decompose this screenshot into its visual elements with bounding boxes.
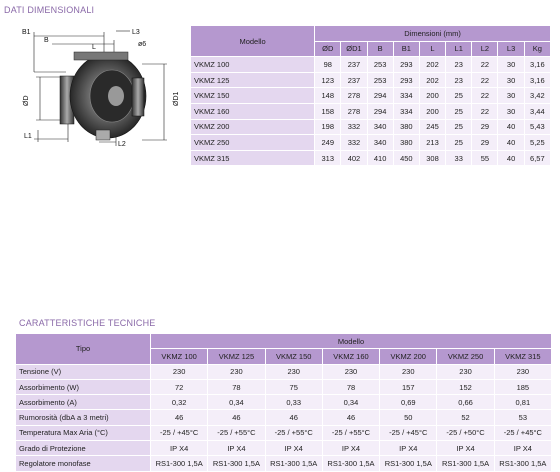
col-header: B <box>367 41 393 57</box>
table-cell: 157 <box>380 379 437 394</box>
table-cell: 230 <box>265 364 322 379</box>
table-cell: 200 <box>419 88 445 104</box>
label-phi-d1: ØD1 <box>173 91 180 106</box>
row-label: Tensione (V) <box>16 364 151 379</box>
table-cell: 33 <box>446 150 472 166</box>
table-cell: 308 <box>419 150 445 166</box>
label-l: L <box>92 44 96 51</box>
table-cell: 46 <box>322 410 379 425</box>
table-cell: RS1-300 1,5A <box>151 456 208 471</box>
table-cell: 53 <box>494 410 551 425</box>
model-name: VKMZ 150 <box>191 88 315 104</box>
table-cell: -25 / +45°C <box>494 425 551 440</box>
section-title-technical: CARATTERISTICHE TECNICHE <box>19 318 156 328</box>
table-cell: 3,16 <box>524 72 550 88</box>
label-b1: B1 <box>22 29 31 36</box>
type-header: Tipo <box>16 334 151 364</box>
table-cell: 200 <box>419 103 445 119</box>
table-cell: 46 <box>151 410 208 425</box>
table-cell: 294 <box>367 88 393 104</box>
row-label: Assorbimento (A) <box>16 395 151 410</box>
table-cell: 230 <box>437 364 494 379</box>
model-header: Modello <box>191 26 315 57</box>
table-cell: 0,66 <box>437 395 494 410</box>
table-cell: 25 <box>446 119 472 135</box>
table-cell: 334 <box>393 88 419 104</box>
table-cell: 6,57 <box>524 150 550 166</box>
table-row <box>16 410 552 425</box>
row-label: Rumorosità (dbA a 3 metri) <box>16 410 151 425</box>
table-cell: IP X4 <box>265 441 322 456</box>
table-cell: 230 <box>380 364 437 379</box>
table-cell: 29 <box>472 119 498 135</box>
label-phi-d: ØD <box>23 95 30 106</box>
table-cell: 3,44 <box>524 103 550 119</box>
table-cell: 25 <box>446 103 472 119</box>
model-column-header: VKMZ 150 <box>265 349 322 364</box>
col-header: L2 <box>472 41 498 57</box>
table-cell: -25 / +45°C <box>151 425 208 440</box>
table-cell: 0,81 <box>494 395 551 410</box>
table-cell: 46 <box>208 410 265 425</box>
table-cell: 0,32 <box>151 395 208 410</box>
table-cell: RS1-300 1,5A <box>322 456 379 471</box>
table-cell: -25 / +45°C <box>380 425 437 440</box>
table-cell: 22 <box>472 57 498 73</box>
table-cell: 334 <box>393 103 419 119</box>
table-cell: 3,42 <box>524 88 550 104</box>
table-cell: -25 / +55°C <box>265 425 322 440</box>
table-cell: 98 <box>315 57 341 73</box>
table-cell: 78 <box>208 379 265 394</box>
table-cell: 29 <box>472 135 498 151</box>
table-row <box>16 425 552 440</box>
model-name: VKMZ 160 <box>191 103 315 119</box>
col-header: L <box>419 41 445 57</box>
table-cell: 23 <box>446 72 472 88</box>
model-column-header: VKMZ 250 <box>437 349 494 364</box>
table-cell: 52 <box>437 410 494 425</box>
table-cell: 293 <box>393 72 419 88</box>
table-cell: 340 <box>367 135 393 151</box>
table-cell: 40 <box>498 135 524 151</box>
table-cell: 0,69 <box>380 395 437 410</box>
model-name: VKMZ 100 <box>191 57 315 73</box>
table-cell: 402 <box>341 150 367 166</box>
table-cell: 213 <box>419 135 445 151</box>
table-cell: IP X4 <box>151 441 208 456</box>
table-cell: 22 <box>472 72 498 88</box>
table-cell: 410 <box>367 150 393 166</box>
table-cell: 5,43 <box>524 119 550 135</box>
model-column-header: VKMZ 200 <box>380 349 437 364</box>
table-row <box>191 72 551 88</box>
table-cell: 230 <box>494 364 551 379</box>
table-cell: 3,16 <box>524 57 550 73</box>
table-row <box>191 119 551 135</box>
table-cell: 185 <box>494 379 551 394</box>
label-b: B <box>44 37 49 44</box>
model-column-header: VKMZ 125 <box>208 349 265 364</box>
col-header: B1 <box>393 41 419 57</box>
table-cell: 245 <box>419 119 445 135</box>
table-cell: RS1-300 1,5A <box>208 456 265 471</box>
label-l1: L1 <box>24 133 32 140</box>
table-cell: 380 <box>393 135 419 151</box>
table-cell: 340 <box>367 119 393 135</box>
label-l3: L3 <box>132 29 140 36</box>
tech-group-header: Modello <box>151 334 552 349</box>
table-cell: 332 <box>341 135 367 151</box>
model-name: VKMZ 200 <box>191 119 315 135</box>
table-cell: 332 <box>341 119 367 135</box>
table-cell: 22 <box>472 88 498 104</box>
table-cell: -25 / +50°C <box>437 425 494 440</box>
table-cell: RS1-300 1,5A <box>437 456 494 471</box>
table-cell: RS1-300 1,5A <box>265 456 322 471</box>
table-cell: RS1-300 1,5A <box>380 456 437 471</box>
table-row <box>16 395 552 410</box>
table-cell: 278 <box>341 88 367 104</box>
row-label: Grado di Protezione <box>16 441 151 456</box>
col-header: Kg <box>524 41 550 57</box>
table-cell: 253 <box>367 72 393 88</box>
table-cell: 30 <box>498 88 524 104</box>
table-cell: 230 <box>208 364 265 379</box>
table-cell: 249 <box>315 135 341 151</box>
table-cell: 23 <box>446 57 472 73</box>
table-cell: -25 / +55°C <box>208 425 265 440</box>
table-cell: 237 <box>341 72 367 88</box>
label-l2: L2 <box>118 141 126 148</box>
fan-dimension-drawing <box>4 22 187 162</box>
table-cell: 198 <box>315 119 341 135</box>
table-row <box>191 88 551 104</box>
table-cell: 78 <box>322 379 379 394</box>
table-cell: RS1-300 1,5A <box>494 456 551 471</box>
table-cell: 30 <box>498 103 524 119</box>
table-cell: IP X4 <box>380 441 437 456</box>
model-name: VKMZ 250 <box>191 135 315 151</box>
col-header: L1 <box>446 41 472 57</box>
table-cell: 158 <box>315 103 341 119</box>
table-cell: 0,34 <box>208 395 265 410</box>
table-cell: 72 <box>151 379 208 394</box>
table-cell: 293 <box>393 57 419 73</box>
label-phi6: ø6 <box>138 41 147 48</box>
table-cell: 148 <box>315 88 341 104</box>
table-cell: 25 <box>446 135 472 151</box>
col-header: ØD1 <box>341 41 367 57</box>
table-cell: 0,34 <box>322 395 379 410</box>
table-cell: 46 <box>265 410 322 425</box>
table-row <box>191 150 551 166</box>
table-cell: IP X4 <box>322 441 379 456</box>
table-cell: IP X4 <box>494 441 551 456</box>
table-cell: 25 <box>446 88 472 104</box>
dimensions-table <box>190 25 551 166</box>
model-column-header: VKMZ 315 <box>494 349 551 364</box>
table-cell: 30 <box>498 72 524 88</box>
model-column-header: VKMZ 160 <box>322 349 379 364</box>
table-cell: 450 <box>393 150 419 166</box>
row-label: Assorbimento (W) <box>16 379 151 394</box>
table-cell: -25 / +55°C <box>322 425 379 440</box>
table-cell: IP X4 <box>437 441 494 456</box>
dimensions-group-header: Dimensioni (mm) <box>315 26 551 42</box>
table-row <box>191 135 551 151</box>
table-cell: 5,25 <box>524 135 550 151</box>
table-cell: 40 <box>498 119 524 135</box>
model-name: VKMZ 125 <box>191 72 315 88</box>
table-cell: 75 <box>265 379 322 394</box>
table-cell: 40 <box>498 150 524 166</box>
col-header: ØD <box>315 41 341 57</box>
table-cell: 230 <box>151 364 208 379</box>
table-cell: 230 <box>322 364 379 379</box>
table-cell: 202 <box>419 57 445 73</box>
row-label: Regolatore monofase <box>16 456 151 471</box>
table-row <box>16 379 552 394</box>
table-row <box>191 57 551 73</box>
table-cell: 237 <box>341 57 367 73</box>
model-name: VKMZ 315 <box>191 150 315 166</box>
model-column-header: VKMZ 100 <box>151 349 208 364</box>
row-label: Temperatura Max Aria (°C) <box>16 425 151 440</box>
table-cell: 123 <box>315 72 341 88</box>
table-cell: IP X4 <box>208 441 265 456</box>
col-header: L3 <box>498 41 524 57</box>
table-cell: 152 <box>437 379 494 394</box>
table-row <box>191 103 551 119</box>
table-cell: 50 <box>380 410 437 425</box>
technical-table <box>16 334 552 472</box>
table-cell: 278 <box>341 103 367 119</box>
section-title-dimensions: DATI DIMENSIONALI <box>4 5 95 15</box>
table-cell: 202 <box>419 72 445 88</box>
table-row <box>16 441 552 456</box>
table-cell: 380 <box>393 119 419 135</box>
table-cell: 0,33 <box>265 395 322 410</box>
table-cell: 294 <box>367 103 393 119</box>
table-row <box>16 364 552 379</box>
table-cell: 313 <box>315 150 341 166</box>
table-cell: 55 <box>472 150 498 166</box>
table-cell: 253 <box>367 57 393 73</box>
table-cell: 22 <box>472 103 498 119</box>
table-cell: 30 <box>498 57 524 73</box>
